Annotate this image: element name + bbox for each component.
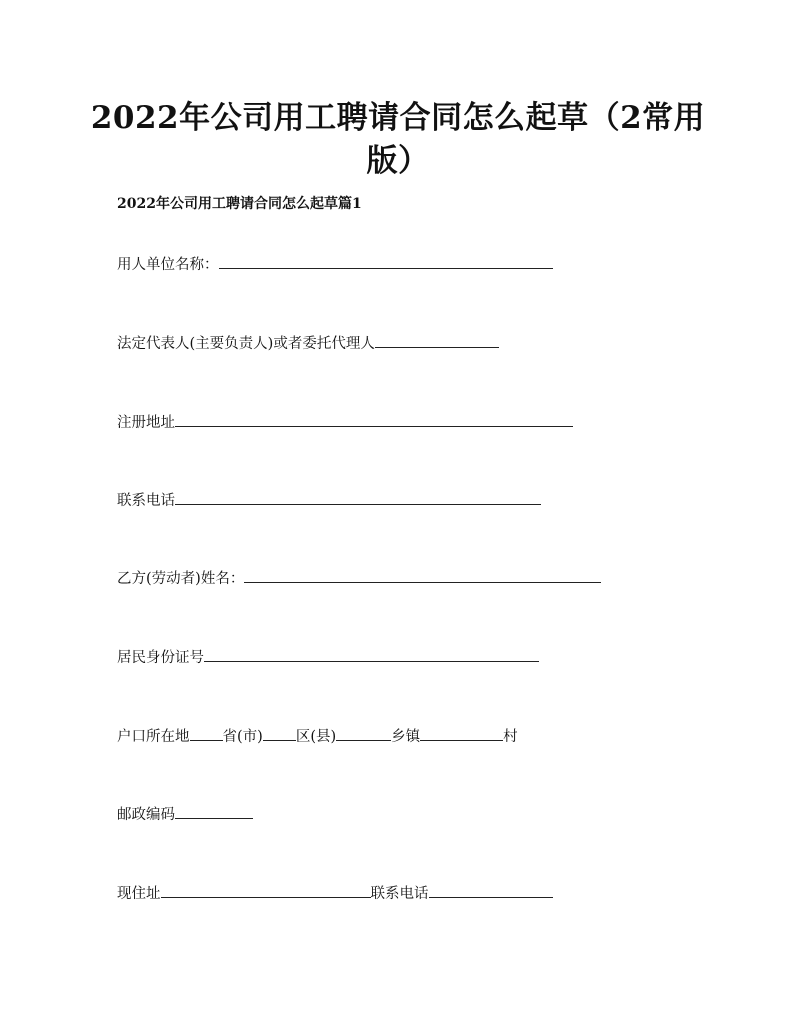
- province-blank: [190, 727, 223, 741]
- province-label: 省(市): [222, 729, 263, 745]
- reg-address-label: 注册地址: [117, 415, 175, 431]
- current-phone-blank: [429, 884, 553, 898]
- current-phone-label: 联系电话: [370, 886, 429, 902]
- document-title-line-1: 2022年公司用工聘请合同怎么起草（2常用: [90, 100, 706, 136]
- household-row: [117, 725, 518, 746]
- town-label: 乡镇: [391, 729, 421, 745]
- employee-name-row: [117, 567, 601, 588]
- legal-rep-label: 法定代表人(主要负责人)或者委托代理人: [117, 336, 375, 352]
- current-address-label: 现住址: [117, 886, 161, 902]
- employer-name-label: 用人单位名称：: [117, 257, 219, 273]
- contact-phone-blank: [175, 491, 541, 505]
- town-blank: [336, 727, 391, 741]
- postal-code-blank: [175, 805, 253, 819]
- reg-address-blank: [175, 413, 573, 427]
- contact-phone-label: 联系电话: [117, 493, 175, 509]
- id-number-label: 居民身份证号: [117, 650, 204, 666]
- village-blank: [420, 727, 503, 741]
- current-address-blank: [161, 884, 371, 898]
- id-number-blank: [204, 648, 539, 662]
- current-address-row: [117, 882, 553, 903]
- section-heading: 2022年公司用工聘请合同怎么起草篇1: [117, 196, 362, 212]
- postal-code-row: [117, 803, 253, 824]
- district-blank: [263, 727, 296, 741]
- employee-name-blank: [244, 569, 601, 583]
- id-number-row: [117, 646, 539, 667]
- contact-phone-row: [117, 489, 541, 510]
- household-label: 户口所在地: [117, 729, 190, 745]
- legal-rep-row: [117, 332, 499, 353]
- employer-name-row: [117, 253, 553, 274]
- employer-name-blank: [219, 255, 553, 269]
- village-label: 村: [503, 729, 518, 745]
- employee-name-label: 乙方(劳动者)姓名：: [117, 571, 245, 587]
- postal-code-label: 邮政编码: [117, 807, 175, 823]
- legal-rep-blank: [375, 334, 499, 348]
- document-title-line-2: 版）: [366, 143, 430, 179]
- district-label: 区(县): [295, 729, 337, 745]
- reg-address-row: [117, 411, 573, 432]
